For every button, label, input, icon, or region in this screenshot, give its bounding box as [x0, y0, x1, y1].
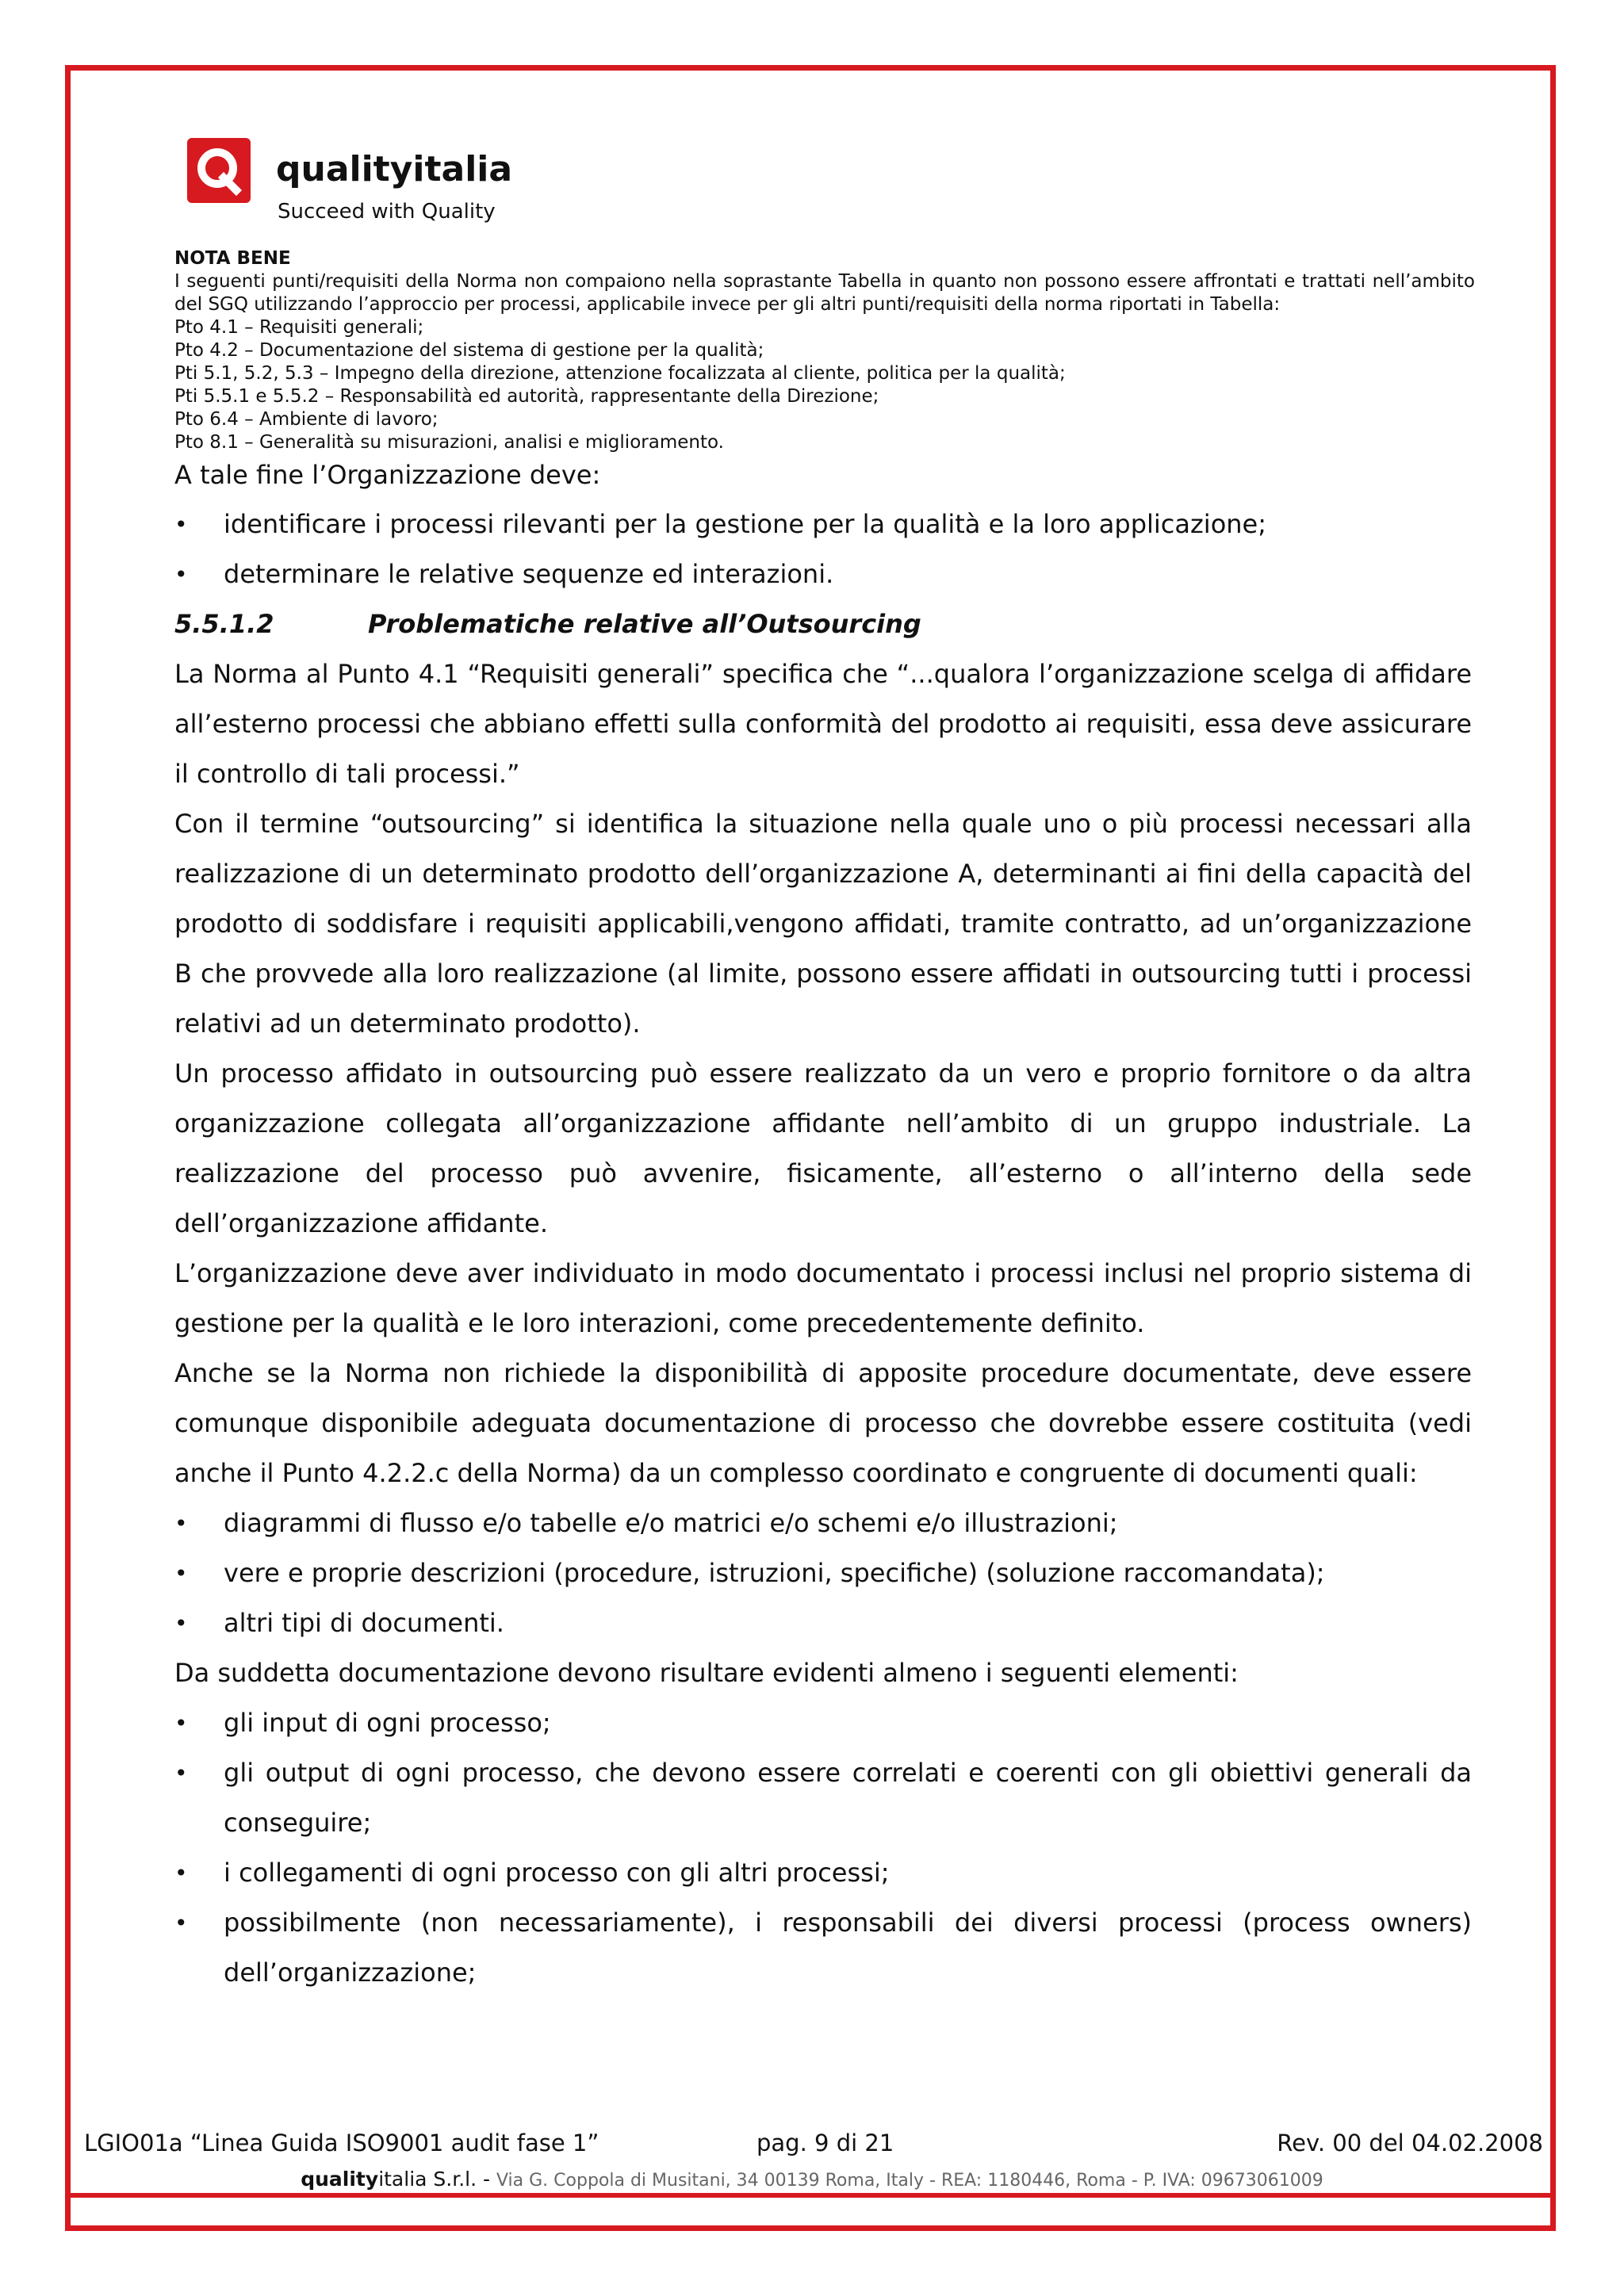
bullet-item: • identificare i processi rilevanti per la gestione per la qualità e la loro applicazione; [174, 499, 1472, 549]
paragraph: Un processo affidato in outsourcing può essere realizzato da un vero e proprio fornitore o da altra organizzazione collegata all’organizzazione affidante nell’ambito di un gruppo industriale. La realizzazione del processo può avvenire, fisicamente, all’esterno o all’interno della sede dell’organizzazione affidante. [174, 1058, 1472, 1238]
nota-bene-block [174, 247, 1475, 454]
bullet-dot-icon: • [174, 1710, 188, 1736]
nota-bene-item: Pti 5.5.1 e 5.5.2 – Responsabilità ed autorità, rappresentante della Direzione; [174, 386, 879, 407]
bullet-dot-icon: • [174, 561, 188, 587]
bullet-dot-icon: • [174, 1860, 188, 1886]
section-title: Problematiche relative all’Outsourcing [368, 609, 921, 639]
bullet-dot-icon: • [174, 1560, 188, 1586]
footer-page-number: pag. 9 di 21 [756, 2130, 894, 2156]
section-heading [174, 599, 1472, 649]
intro-line: A tale fine l’Organizzazione deve: [174, 460, 601, 490]
nota-bene-title: NOTA BENE [174, 248, 291, 269]
bullet-item: • altri tipi di documenti. [174, 1598, 1472, 1648]
logo-wordmark: qualityitalia [276, 149, 513, 189]
logo-tagline: Succeed with Quality [278, 200, 496, 224]
bullet-item: • possibilmente (non necessariamente), i responsabili dei diversi processi (process owners) dell’organizzazione; [174, 1898, 1472, 1998]
bullet-item: • diagrammi di flusso e/o tabelle e/o matrici e/o schemi e/o illustrazioni; [174, 1498, 1472, 1548]
bullet-dot-icon: • [174, 1510, 188, 1536]
nota-bene-item: Pto 4.2 – Documentazione del sistema di gestione per la qualità; [174, 340, 764, 361]
section-number: 5.5.1.2 [174, 609, 274, 639]
page-footer [84, 2130, 1543, 2161]
paragraph: Con il termine “outsourcing” si identifica la situazione nella quale uno o più processi necessari alla realizzazione di un determinato prodotto dell’organizzazione A, determinanti ai fini della capacità del prodotto di soddisfare i requisiti applicabili,vengono affidati, tramite contratto, ad un’organizzazione B che provvede alla loro realizzazione (al limite, possono essere affidati in outsourcing tutti i processi relativi ad un determinato prodotto). [174, 809, 1472, 1039]
paragraph: L’organizzazione deve aver individuato in modo documentato i processi inclusi nel proprio sistema di gestione per la qualità e le loro interazioni, come precedentemente definito. [174, 1258, 1472, 1338]
nota-bene-item: Pto 8.1 – Generalità su misurazioni, analisi e miglioramento. [174, 432, 724, 453]
footer-revision: Rev. 00 del 04.02.2008 [1277, 2130, 1543, 2156]
nota-bene-item: Pto 4.1 – Requisiti generali; [174, 317, 424, 338]
bullet-item: • vere e proprie descrizioni (procedure, istruzioni, specifiche) (soluzione raccomandata); [174, 1548, 1472, 1598]
nota-bene-item: Pti 5.1, 5.2, 5.3 – Impegno della direzione, attenzione focalizzata al cliente, politica per la qualità; [174, 363, 1066, 384]
q-logo-icon [187, 138, 251, 203]
nota-bene-text: I seguenti punti/requisiti della Norma non compaiono nella soprastante Tabella in quanto non possono essere affrontati e trattati nell’ambito del SGQ utilizzando l’approccio per processi, applicabile invece per gli altri punti/requisiti della norma riportati in Tabella: [174, 271, 1475, 315]
bullet-dot-icon: • [174, 511, 188, 538]
footer-rule [65, 2193, 1556, 2198]
bullet-dot-icon: • [174, 1760, 188, 1786]
footer-company-address: qualityitalia S.r.l. - Via G. Coppola di Musitani, 34 00139 Roma, Italy - REA: 1180446, Roma - P. IVA: 09673061009 [301, 2168, 1323, 2191]
footer-document-id: LGIO01a “Linea Guida ISO9001 audit fase 1” [84, 2130, 599, 2156]
bullet-item: • i collegamenti di ogni processo con gli altri processi; [174, 1848, 1472, 1898]
document-body [174, 450, 1472, 1998]
paragraph: Anche se la Norma non richiede la disponibilità di apposite procedure documentate, deve essere comunque disponibile adeguata documentazione di processo che dovrebbe essere costituita (vedi anche il Punto 4.2.2.c della Norma) da un complesso coordinato e congruente di documenti quali: [174, 1358, 1472, 1488]
bullet-item: • gli input di ogni processo; [174, 1698, 1472, 1748]
paragraph: La Norma al Punto 4.1 “Requisiti generali” specifica che “...qualora l’organizzazione scelga di affidare all’esterno processi che abbiano effetti sulla conformità del prodotto ai requisiti, essa deve assicurare il controllo di tali processi.” [174, 659, 1472, 789]
bullet-item: • gli output di ogni processo, che devono essere correlati e coerenti con gli obiettivi generali da conseguire; [174, 1748, 1472, 1848]
paragraph: Da suddetta documentazione devono risultare evidenti almeno i seguenti elementi: [174, 1658, 1239, 1688]
nota-bene-item: Pto 6.4 – Ambiente di lavoro; [174, 409, 439, 430]
bullet-item: • determinare le relative sequenze ed interazioni. [174, 549, 1472, 599]
bullet-dot-icon: • [174, 1910, 188, 1936]
bullet-dot-icon: • [174, 1610, 188, 1636]
